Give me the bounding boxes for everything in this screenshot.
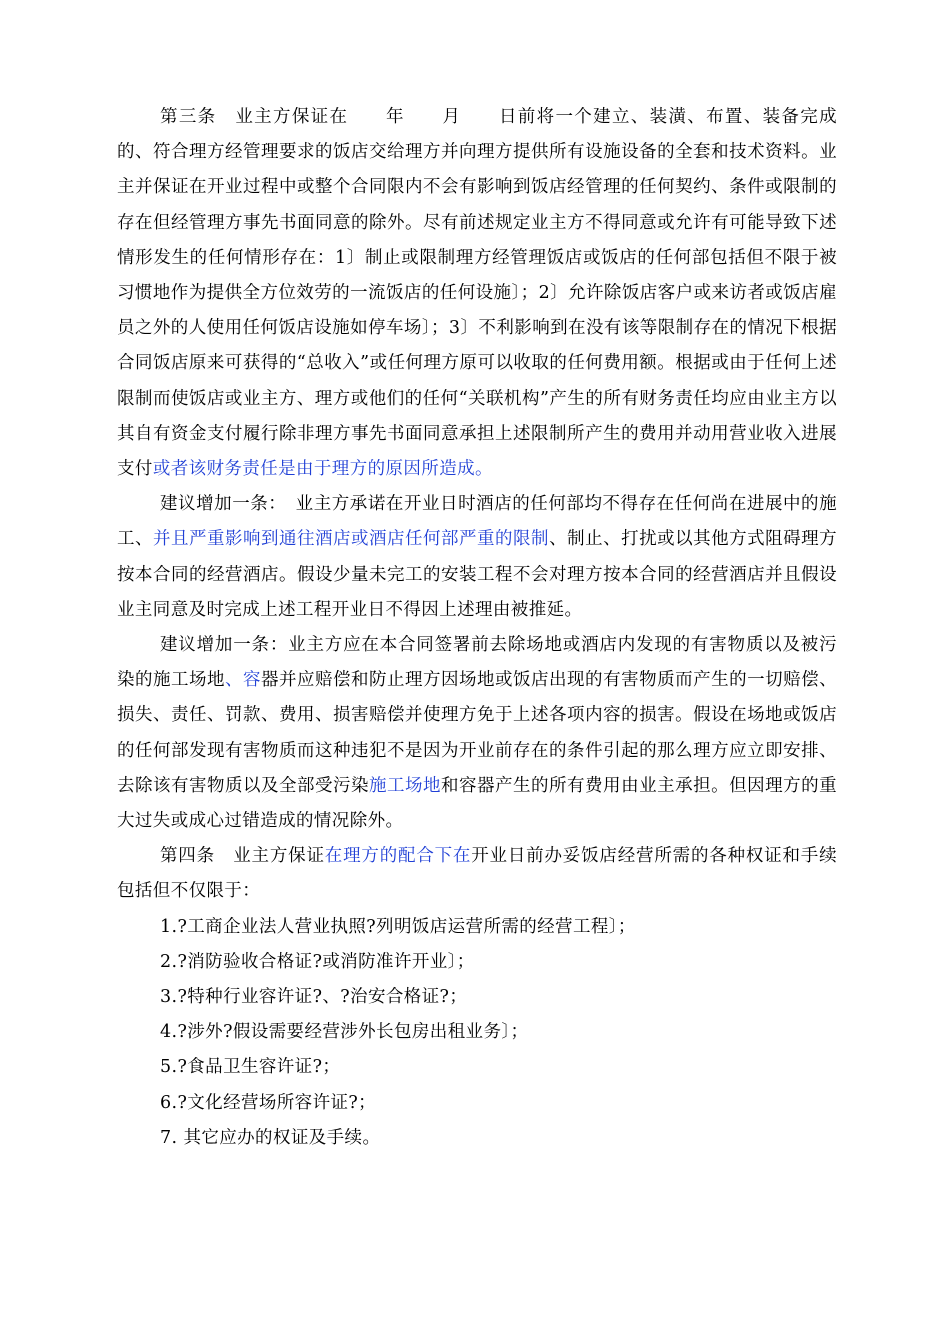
- list-item: 7. 其它应办的权证及手续。: [160, 1127, 381, 1148]
- suggestion-2-text-b: 器并应赔偿和防止理方因场地或饭店出现的有害物质而产生的一切赔偿、损失、责任、罚款、费用、损害赔偿并使理方免于上述各项内容的损害。假设在场地或饭店的任何部发现有害物质而这种违犯不是因为开业前存在的条件引起的那么理方应立即安排、去除该有害物质以及全部受污染: [117, 670, 837, 796]
- document-page: [117, 100, 837, 1156]
- suggestion-2-paragraph: [117, 628, 837, 839]
- suggestion-1-highlight: 并且严重影响到通往酒店或酒店任何部严重的限制: [153, 529, 550, 550]
- suggestion-2-highlight-1: 、容: [225, 670, 262, 691]
- article-4-text-a: 第四条 业主方保证: [160, 846, 325, 867]
- permit-list: [117, 910, 837, 1156]
- suggestion-2-highlight-2: 施工场地: [369, 775, 442, 796]
- article-4-paragraph: [117, 839, 837, 909]
- list-item: 3.?特种行业容许证?、?治安合格证?；: [160, 987, 468, 1008]
- article-4-text-b: 开业日前办妥饭店经营所需的各种权证和手续包括但不仅限于：: [117, 846, 838, 902]
- article-3-paragraph: [117, 100, 837, 487]
- suggestion-1-paragraph: [117, 487, 837, 628]
- suggestion-2-text-c: 和容器产生的所有费用由业主承担。但因理方的重大过失或成心过错造成的情况除外。: [117, 775, 837, 832]
- list-item: 6.?文化经营场所容许证?；: [160, 1092, 377, 1113]
- article-3-highlight: 或者该财务责任是由于理方的原因所造成。: [152, 459, 493, 480]
- list-item: 4.?涉外?假设需要经营涉外长包房出租业务〕；: [160, 1022, 529, 1043]
- article-3-text: 第三条 业主方保证在 年 月 日前将一个建立、装潢、布置、装备完成的、符合理方经管理要求的饭店交给理方并向理方提供所有设施设备的全套和技术资料。业主并保证在开业过程中或整个合同限内不会有影响到饭店经管理的任何契约、条件或限制的存在但经管理方事先书面同意的除外。尽有前述规定业主方不得同意或允许有可能导致下述情形发生的任何情形存在：1〕制止或限制理方经管理饭店或饭店的任何部包括但不限于被习惯地作为提供全方位效劳的一流饭店的任何设施〕；2〕允许除饭店客户或来访者或饭店雇员之外的人使用任何饭店设施如停车场〕；3〕不利影响到在没有该等限制存在的情况下根据合同饭店原来可获得的“总收入”或任何理方原可以收取的任何费用额。根据或由于任何上述限制而使饭店或业主方、理方或他们的任何“关联机构”产生的所有财务责任均应由业主方以其自有资金支付履行除非理方事先书面同意承担上述限制所产生的费用并动用营业收入进展支付: [117, 107, 837, 480]
- list-item: 5.?食品卫生容许证?；: [160, 1057, 341, 1078]
- suggestion-2-text-a: 建议增加一条：业主方应在本合同签署前去除场地或酒店内发现的有害物质以及被污染的施工场地: [117, 635, 837, 691]
- article-4-highlight: 在理方的配合下在: [324, 846, 472, 867]
- list-item: 1.?工商企业法人营业执照?列明饭店运营所需的经营工程〕；: [160, 916, 636, 937]
- suggestion-1-text-a: 建议增加一条： 业主方承诺在开业日时酒店的任何部均不得存在任何尚在进展中的施工、: [117, 494, 837, 550]
- list-item: 2.?消防验收合格证?或消防准许开业〕；: [160, 951, 475, 972]
- suggestion-1-text-b: 、制止、打扰或以其他方式阻碍理方按本合同的经营酒店。假设少量未完工的安装工程不会对理方按本合同的经营酒店并且假设业主同意及时完成上述工程开业日不得因上述理由被推延。: [117, 529, 837, 620]
